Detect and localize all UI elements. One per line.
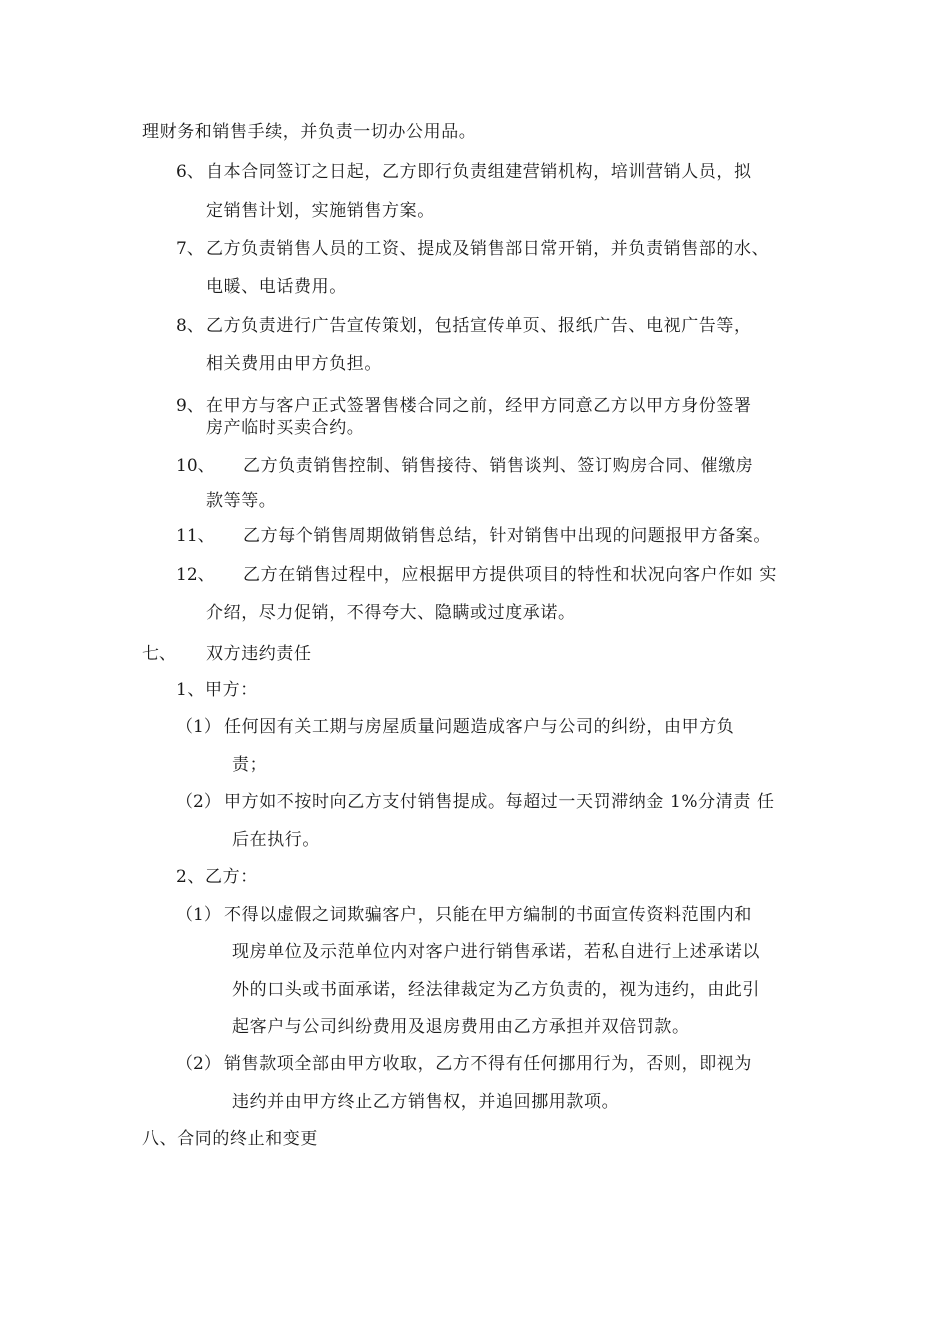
clause-number: （1） [176, 905, 221, 925]
party-a-heading: 1、甲方： [176, 680, 258, 700]
clause-text-line: 起客户与公司纠纷费用及退房费用由乙方承担并双倍罚款。 [232, 1017, 690, 1037]
item-number: 7、 [176, 239, 204, 259]
item-number: 12、 [176, 565, 215, 585]
continued-item-5-line: 理财务和销售手续，并负责一切办公用品。 [142, 122, 477, 142]
item-text-line: 自本合同签订之日起，乙方即行负责组建营销机构，培训营销人员，拟 [206, 162, 752, 182]
item-number: 6、 [176, 162, 204, 182]
item-number: 10、 [176, 456, 215, 476]
item-number: 8、 [176, 316, 204, 336]
clause-text-line: 甲方如不按时向乙方支付销售提成。每超过一天罚滞纳金 1%分清责 任 [224, 792, 775, 812]
item-number: 9、 [176, 396, 204, 416]
clause-text-line: 违约并由甲方终止乙方销售权，并追回挪用款项。 [232, 1092, 620, 1112]
item-text-line: 介绍，尽力促销，不得夸大、隐瞒或过度承诺。 [206, 603, 576, 623]
section-8-heading: 八、合同的终止和变更 [142, 1129, 318, 1149]
item-number: 11、 [176, 526, 215, 546]
clause-number: （2） [176, 792, 221, 812]
clause-number: （2） [176, 1054, 221, 1074]
clause-text-line: 不得以虚假之词欺骗客户，只能在甲方编制的书面宣传资料范围内和 [224, 905, 752, 925]
item-text-line: 款等等。 [206, 491, 277, 511]
item-text-line: 在甲方与客户正式签署售楼合同之前，经甲方同意乙方以甲方身份签署 [206, 396, 752, 416]
section-title: 双方违约责任 [206, 644, 312, 664]
clause-text-line: 外的口头或书面承诺，经法律裁定为乙方负责的，视为违约，由此引 [232, 980, 760, 1000]
clause-text-line: 责； [232, 755, 268, 775]
item-text-line: 电暖、电话费用。 [206, 277, 347, 297]
item-text-line: 定销售计划，实施销售方案。 [206, 201, 435, 221]
item-text-line: 乙方在销售过程中，应根据甲方提供项目的特性和状况向客户作如 实 [243, 565, 778, 585]
clause-text-line: 任何因有关工期与房屋质量问题造成客户与公司的纠纷，由甲方负 [224, 717, 735, 737]
item-text-line: 乙方每个销售周期做销售总结，针对销售中出现的问题报甲方备案。 [243, 526, 771, 546]
item-text-line: 乙方负责进行广告宣传策划，包括宣传单页、报纸广告、电视广告等， [206, 316, 752, 336]
party-b-heading: 2、乙方： [176, 867, 258, 887]
clause-number: （1） [176, 717, 221, 737]
item-text-line: 乙方负责销售控制、销售接待、销售谈判、签订购房合同、催缴房 [243, 456, 754, 476]
item-text-line: 相关费用由甲方负担。 [206, 354, 382, 374]
item-text-line: 乙方负责销售人员的工资、提成及销售部日常开销，并负责销售部的水、 [206, 239, 770, 259]
clause-text-line: 后在执行。 [232, 830, 320, 850]
clause-text-line: 现房单位及示范单位内对客户进行销售承诺，若私自进行上述承诺以 [232, 942, 760, 962]
item-text-line: 房产临时买卖合约。 [206, 418, 365, 438]
section-number: 七、 [142, 644, 176, 664]
clause-text-line: 销售款项全部由甲方收取，乙方不得有任何挪用行为，否则，即视为 [224, 1054, 752, 1074]
